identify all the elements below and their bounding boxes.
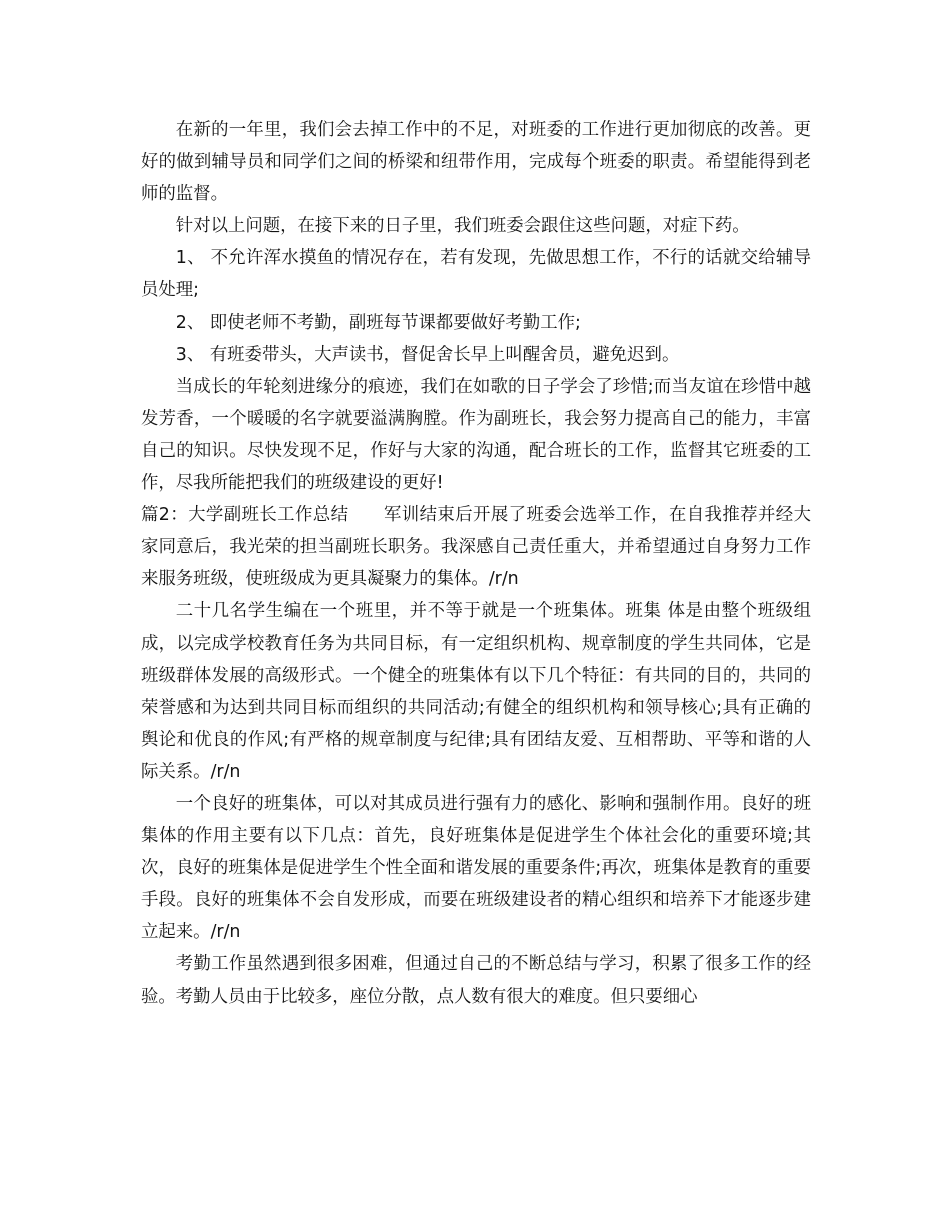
paragraph-class-collective: 二十几名学生编在一个班里，并不等于就是一个班集体。班集 体是由整个班级组成，以完成学校教育任务为共同目标，有一定组织机构、规章制度的学生共同体，它是班级群体发展的高级形式。一个健全的班集体有以下几个特征：有共同的目的，共同的荣誉感和为达到共同目标而组织的共同活动;有健全的组织机构和领导核心;具有正确的舆论和优良的作风;有严格的规章制度与纪律;具有团结友爱、互相帮助、平等和谐的人际关系。/r/n [141, 601, 811, 782]
paragraph-improvement: 在新的一年里，我们会去掉工作中的不足，对班委的工作进行更加彻底的改善。更好的做到辅导员和同学们之间的桥梁和纽带作用，完成每个班委的职责。希望能得到老师的监督。 [141, 120, 811, 205]
paragraph-conclusion: 当成长的年轮刻进缘分的痕迹，我们在如歌的日子学会了珍惜;而当友谊在珍惜中越发芳香，一个暖暖的名字就要溢满胸膛。作为副班长，我会努力提高自己的能力，丰富自己的知识。尽快发现不足，作好与大家的沟通，配合班长的工作，监督其它班委的工作，尽我所能把我们的班级建设的更好! [141, 376, 811, 494]
list-item-2: 2、 即使老师不考勤，副班每节课都要做好考勤工作; [175, 312, 581, 333]
paragraph-good-collective: 一个良好的班集体，可以对其成员进行强有力的感化、影响和强制作用。良好的班集体的作用主要有以下几点：首先，良好班集体是促进学生个体社会化的重要环境;其次，良好的班集体是促进学生个性全面和谐发展的重要条件;再次，班集体是教育的重要手段。良好的班集体不会自发形成，而要在班级建设者的精心组织和培养下才能逐步建立起来。/r/n [141, 793, 811, 943]
paragraph-section-2-heading: 篇2：大学副班长工作总结 军训结束后开展了班委会选举工作，在自我推荐并经大家同意后，我光荣的担当副班长职务。我深感自己责任重大，并希望通过自身努力工作来服务班级，使班级成为更具凝聚力的集体。/r/n [141, 505, 811, 590]
list-item-1: 1、 不允许浑水摸鱼的情况存在，若有发现，先做思想工作，不行的话就交给辅导员处理; [141, 248, 811, 301]
list-item-3: 3、 有班委带头，大声读书，督促舍长早上叫醒舍员，避免迟到。 [175, 344, 680, 365]
paragraph-attendance: 考勤工作虽然遇到很多困难，但通过自己的不断总结与学习，积累了很多工作的经验。考勤人员由于比较多，座位分散，点人数有很大的难度。但只要细心 [141, 954, 811, 1007]
paragraph-remedy-intro: 针对以上问题，在接下来的日子里，我们班委会跟住这些问题，对症下药。 [175, 216, 750, 237]
document-body [141, 114, 811, 1013]
